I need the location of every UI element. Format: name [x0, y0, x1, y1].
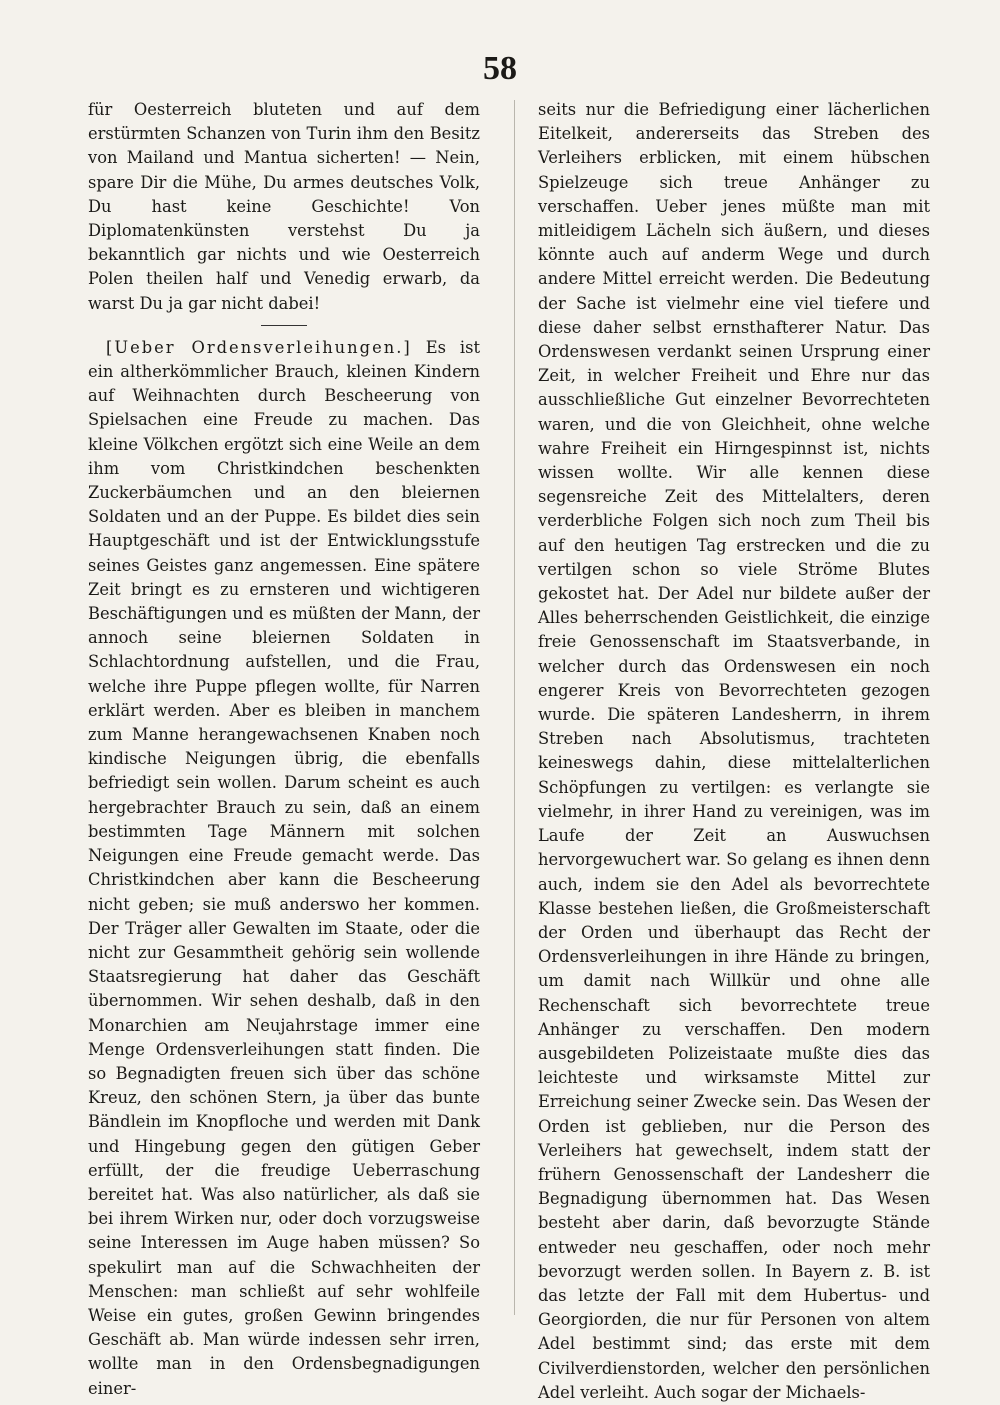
continued-paragraph: seits nur die Befriedigung einer lächerlichen Eitelkeit, andererseits das Streben des Verleihers erblicken, mit einem hübschen Spielzeuge sich treue Anhänger zu verschaffen. Ueber jenes müßte man mit mitleidigem Lächeln sich äußern, und dieses könnte auch auf anderm Wege und durch andere Mittel erreicht werden. Die Bedeutung der Sache ist vielmehr eine viel tiefere und diese daher selbst ernsthafterer Natur. Das Ordenswesen verdankt seinen Ursprung einer Zeit, in welcher Freiheit und Ehre nur das ausschließliche Gut einzelner Bevorrechteten waren, und die von Gleichheit, ohne welche wahre Freiheit ein Hirngespinnst ist, nichts wissen wollte. Wir alle kennen diese segensreiche Zeit des Mittelalters, deren verderbliche Folgen sich noch zum Theil bis auf den heutigen Tag erstrecken und die zu vertilgen schon so viele Ströme Blutes gekostet hat. Der Adel nur bildete außer der Alles beherrschenden Geistlichkeit, die einzige freie Genossenschaft im Staatsverbande, in welcher durch das Ordenswesen ein noch engerer Kreis von Bevorrechteten gezogen wurde. Die späteren Landesherrn, in ihrem Streben nach Absolutismus, trachteten keineswegs dahin, diese mittelalterlichen Schöpfungen zu vertilgen: es verlangte sie vielmehr, in ihrer Hand zu vereinigen, was im Laufe der Zeit an Auswuchsen hervorgewuchert war. So gelang es ihnen denn auch, indem sie den Adel als bevorrechtete Klasse bestehen ließen, die Großmeisterschaft der Orden und überhaupt das Recht der Ordensverleihungen in ihre Hände zu bringen, um damit nach Willkür und ohne alle Rechenschaft sich bevorrechtete treue Anhänger zu verschaffen. Den modern ausgebildeten Polizeistaate mußte dies das leichteste und wirksamste Mittel zur Erreichung seiner Zwecke sein. Das Wesen der Orden ist geblieben, nur die Person des Verleihers hat gewechselt, indem statt der frühern Genossenschaft der Landesherr die Begnadigung übernommen hat. Das Wesen besteht aber darin, daß bevorzugte Stände entweder neu geschaffen, oder noch mehr bevorzugt werden sollen. In Bayern z. B. ist das letzte der Fall mit dem Hubertus- und Georgiorden, die nur für Personen von altem Adel bestimmt sind; das erste mit dem Civilverdienstorden, welcher den persönlichen Adel verleiht. Auch sogar der Michaels-: [538, 100, 930, 1402]
article-heading: [Ueber Ordensverleihungen.]: [106, 337, 412, 357]
section-separator: [261, 325, 307, 326]
intro-paragraph: für Oesterreich bluteten und auf dem erstürmten Schanzen von Turin ihm den Besitz von Mailand und Mantua sicherten! — Nein, spare Dir die Mühe, Du armes deutsches Volk, Du hast keine Geschichte! Von Diplomatenkünsten verstehst Du ja bekanntlich gar nichts und wie Oesterreich Polen theilen half und Venedig erwarb, da warst Du ja gar nicht dabei!: [88, 100, 480, 313]
page-number: 58: [483, 50, 517, 87]
right-column: [538, 98, 930, 1405]
left-column: [88, 98, 480, 1401]
article-paragraph: [88, 336, 480, 1401]
article-body: Es ist ein altherkömmlicher Brauch, kleinen Kindern auf Weihnachten durch Bescheerung von Spielsachen eine Freude zu machen. Das kleine Völkchen ergötzt sich eine Weile an dem ihm vom Christkindchen beschenkten Zuckerbäumchen und an den bleiernen Soldaten und an der Puppe. Es bildet dies sein Hauptgeschäft und ist der Entwicklungsstufe seines Geistes ganz angemessen. Eine spätere Zeit bringt es zu ernsteren und wichtigeren Beschäftigungen und es müßten der Mann, der annoch seine bleiernen Soldaten in Schlachtordnung aufstellen, und die Frau, welche ihre Puppe pflegen wollte, für Narren erklärt werden. Aber es bleiben in manchem zum Manne herangewachsenen Knaben noch kindische Neigungen übrig, die ebenfalls befriedigt sein wollen. Darum scheint es auch hergebrachter Brauch zu sein, daß an einem bestimmten Tage Männern mit solchen Neigungen eine Freude gemacht werde. Das Christkindchen aber kann die Bescheerung nicht geben; sie muß anderswo her kommen. Der Träger aller Gewalten im Staate, oder die nicht zur Gesammtheit gehörig sein wollende Staatsregierung hat daher das Geschäft übernommen. Wir sehen deshalb, daß in den Monarchien am Neujahrstage immer eine Menge Ordensverleihungen statt finden. Die so Begnadigten freuen sich über das schöne Kreuz, den schönen Stern, ja über das bunte Bändlein im Knopfloche und werden mit Dank und Hingebung gegen den gütigen Geber erfüllt, der die freudige Ueberraschung bereitet hat. Was also natürlicher, als daß sie bei ihrem Wirken nur, oder doch vorzugsweise seine Interessen im Auge haben müssen? So spekulirt man auf die Schwachheiten der Menschen: man schließt auf sehr wohlfeile Weise ein gutes, großen Gewinn bringendes Geschäft ab. Man würde indessen sehr irren, wollte man in den Ordensbegnadigungen einer-: [88, 337, 480, 1398]
column-divider: [514, 100, 515, 1315]
